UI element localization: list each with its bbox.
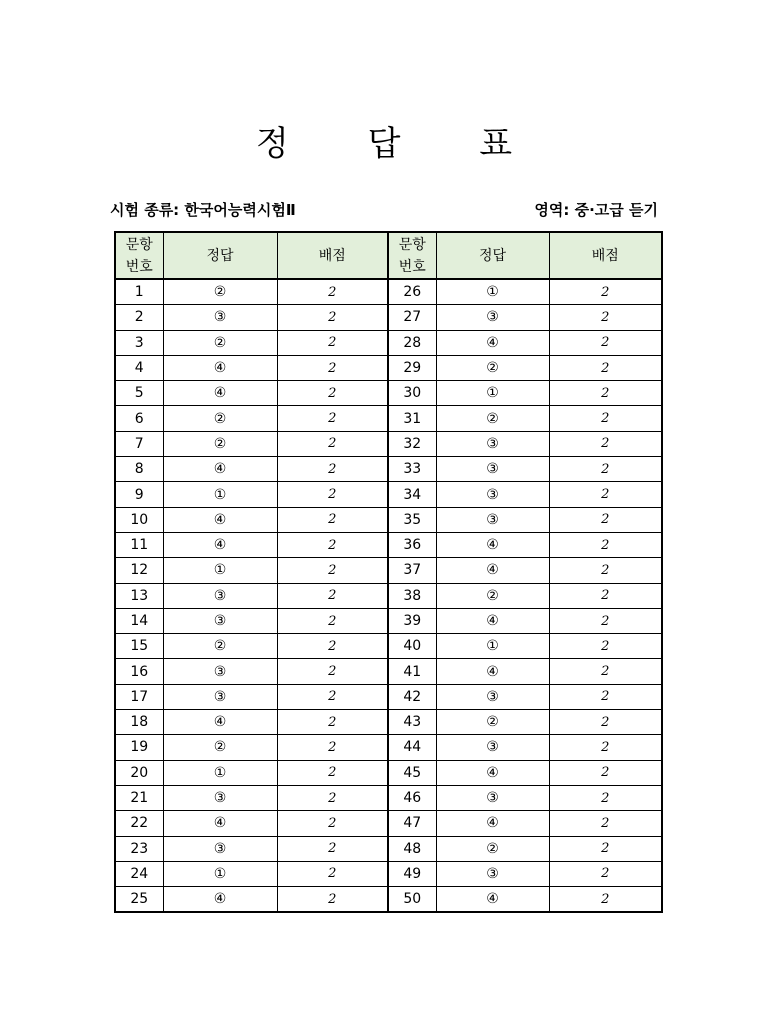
table-row (115, 887, 662, 913)
question-number: 25 (115, 887, 163, 913)
answer-cell: ④ (163, 887, 277, 913)
score-cell: 2 (549, 558, 662, 583)
question-number: 18 (115, 710, 163, 735)
question-number: 31 (388, 406, 436, 431)
answer-cell: ③ (436, 457, 549, 482)
score-cell: 2 (277, 684, 388, 709)
score-cell: 2 (549, 406, 662, 431)
table-row (115, 836, 662, 861)
question-number: 50 (388, 887, 436, 913)
question-number: 11 (115, 532, 163, 557)
score-cell: 2 (277, 330, 388, 355)
score-cell: 2 (277, 507, 388, 532)
page-title: 정 답 표 (255, 124, 547, 164)
answer-cell: ① (163, 482, 277, 507)
score-cell: 2 (549, 608, 662, 633)
answer-cell: ① (163, 760, 277, 785)
question-number: 46 (388, 785, 436, 810)
table-row (115, 634, 662, 659)
question-number: 41 (388, 659, 436, 684)
answer-cell: ③ (163, 836, 277, 861)
question-number: 47 (388, 811, 436, 836)
answer-cell: ③ (436, 785, 549, 810)
score-cell: 2 (277, 659, 388, 684)
answer-cell: ① (163, 861, 277, 886)
question-number: 21 (115, 785, 163, 810)
question-number: 16 (115, 659, 163, 684)
question-number: 5 (115, 381, 163, 406)
answer-cell: ④ (436, 532, 549, 557)
score-cell: 2 (549, 279, 662, 305)
score-cell: 2 (277, 457, 388, 482)
header-number (115, 232, 163, 279)
score-cell: 2 (549, 710, 662, 735)
score-cell: 2 (277, 482, 388, 507)
answer-cell: ③ (163, 583, 277, 608)
question-number: 27 (388, 305, 436, 330)
answer-cell: ② (436, 583, 549, 608)
answer-cell: ④ (436, 811, 549, 836)
question-number: 26 (388, 279, 436, 305)
score-cell: 2 (277, 558, 388, 583)
question-number: 9 (115, 482, 163, 507)
answer-cell: ③ (163, 305, 277, 330)
answer-table (114, 231, 663, 913)
question-number: 30 (388, 381, 436, 406)
score-cell: 2 (549, 355, 662, 380)
score-cell: 2 (549, 305, 662, 330)
question-number: 2 (115, 305, 163, 330)
answer-cell: ② (436, 836, 549, 861)
table-row (115, 583, 662, 608)
score-cell: 2 (277, 406, 388, 431)
question-number: 17 (115, 684, 163, 709)
table-row (115, 406, 662, 431)
question-number: 6 (115, 406, 163, 431)
answer-cell: ② (163, 330, 277, 355)
score-cell: 2 (549, 659, 662, 684)
answer-cell: ② (436, 406, 549, 431)
answer-cell: ③ (163, 785, 277, 810)
question-number: 7 (115, 431, 163, 456)
answer-cell: ④ (163, 381, 277, 406)
answer-cell: ③ (163, 684, 277, 709)
answer-cell: ④ (163, 710, 277, 735)
question-number: 35 (388, 507, 436, 532)
score-cell: 2 (549, 684, 662, 709)
answer-cell: ③ (436, 684, 549, 709)
table-header-row (115, 232, 662, 279)
header-number-line: 번호 (398, 258, 426, 275)
question-number: 14 (115, 608, 163, 633)
header-answer: 정답 (436, 232, 549, 279)
header-number-text (399, 237, 426, 275)
score-cell: 2 (549, 583, 662, 608)
answer-cell: ④ (436, 608, 549, 633)
table-row (115, 457, 662, 482)
table-row (115, 305, 662, 330)
answer-cell: ③ (436, 305, 549, 330)
score-cell: 2 (549, 482, 662, 507)
table-row (115, 760, 662, 785)
score-cell: 2 (277, 532, 388, 557)
answer-cell: ② (163, 735, 277, 760)
answer-cell: ③ (436, 735, 549, 760)
score-cell: 2 (277, 836, 388, 861)
score-cell: 2 (549, 836, 662, 861)
score-cell: 2 (277, 431, 388, 456)
answer-cell: ② (163, 431, 277, 456)
answer-cell: ① (436, 634, 549, 659)
question-number: 28 (388, 330, 436, 355)
table-row (115, 482, 662, 507)
answer-cell: ④ (436, 330, 549, 355)
table-row (115, 355, 662, 380)
answer-cell: ④ (163, 457, 277, 482)
answer-cell: ④ (436, 760, 549, 785)
answer-cell: ④ (436, 558, 549, 583)
question-number: 20 (115, 760, 163, 785)
table-row (115, 659, 662, 684)
table-row (115, 861, 662, 886)
score-cell: 2 (277, 760, 388, 785)
question-number: 19 (115, 735, 163, 760)
score-cell: 2 (277, 305, 388, 330)
question-number: 22 (115, 811, 163, 836)
question-number: 10 (115, 507, 163, 532)
question-number: 32 (388, 431, 436, 456)
answer-cell: ② (436, 355, 549, 380)
question-number: 23 (115, 836, 163, 861)
table-row (115, 710, 662, 735)
score-cell: 2 (277, 811, 388, 836)
table-row (115, 330, 662, 355)
table-row (115, 785, 662, 810)
exam-type-label: 시험 종류: 한국어능력시험Ⅱ (110, 201, 296, 219)
answer-cell: ④ (163, 507, 277, 532)
question-number: 36 (388, 532, 436, 557)
header-answer: 정답 (163, 232, 277, 279)
question-number: 13 (115, 583, 163, 608)
question-number: 24 (115, 861, 163, 886)
answer-cell: ③ (436, 507, 549, 532)
score-cell: 2 (277, 861, 388, 886)
question-number: 15 (115, 634, 163, 659)
question-number: 39 (388, 608, 436, 633)
answer-cell: ① (436, 279, 549, 305)
header-number-line: 문항 (398, 236, 426, 253)
answer-cell: ② (163, 634, 277, 659)
score-cell: 2 (277, 710, 388, 735)
table-row (115, 735, 662, 760)
table-row (115, 684, 662, 709)
answer-cell: ④ (163, 355, 277, 380)
question-number: 40 (388, 634, 436, 659)
answer-cell: ③ (436, 431, 549, 456)
answer-cell: ④ (436, 887, 549, 913)
table-row (115, 431, 662, 456)
header-number-line: 문항 (125, 236, 153, 253)
area-label: 영역: 중·고급 듣기 (534, 201, 658, 219)
table-row (115, 532, 662, 557)
question-number: 3 (115, 330, 163, 355)
score-cell: 2 (549, 431, 662, 456)
score-cell: 2 (277, 355, 388, 380)
question-number: 1 (115, 279, 163, 305)
answer-cell: ④ (436, 659, 549, 684)
score-cell: 2 (549, 457, 662, 482)
score-cell: 2 (549, 381, 662, 406)
answer-cell: ③ (163, 659, 277, 684)
answer-cell: ① (436, 381, 549, 406)
score-cell: 2 (549, 861, 662, 886)
question-number: 33 (388, 457, 436, 482)
answer-cell: ③ (163, 608, 277, 633)
score-cell: 2 (277, 279, 388, 305)
question-number: 49 (388, 861, 436, 886)
answer-cell: ② (163, 406, 277, 431)
score-cell: 2 (277, 608, 388, 633)
score-cell: 2 (277, 735, 388, 760)
score-cell: 2 (549, 507, 662, 532)
header-score: 배점 (277, 232, 388, 279)
question-number: 43 (388, 710, 436, 735)
table-row (115, 608, 662, 633)
question-number: 29 (388, 355, 436, 380)
question-number: 45 (388, 760, 436, 785)
table-row (115, 811, 662, 836)
score-cell: 2 (549, 330, 662, 355)
score-cell: 2 (277, 887, 388, 913)
score-cell: 2 (549, 887, 662, 913)
table-row (115, 279, 662, 305)
score-cell: 2 (277, 381, 388, 406)
score-cell: 2 (277, 583, 388, 608)
table-row (115, 558, 662, 583)
score-cell: 2 (549, 760, 662, 785)
question-number: 4 (115, 355, 163, 380)
question-number: 8 (115, 457, 163, 482)
score-cell: 2 (549, 532, 662, 557)
answer-cell: ③ (436, 482, 549, 507)
score-cell: 2 (549, 634, 662, 659)
header-number (388, 232, 436, 279)
question-number: 48 (388, 836, 436, 861)
question-number: 42 (388, 684, 436, 709)
question-number: 12 (115, 558, 163, 583)
question-number: 37 (388, 558, 436, 583)
answer-cell: ① (163, 558, 277, 583)
score-cell: 2 (549, 785, 662, 810)
answer-cell: ④ (163, 532, 277, 557)
header-score: 배점 (549, 232, 662, 279)
table-row (115, 507, 662, 532)
question-number: 44 (388, 735, 436, 760)
header-number-line: 번호 (125, 258, 153, 275)
answer-cell: ④ (163, 811, 277, 836)
answer-cell: ② (163, 279, 277, 305)
question-number: 38 (388, 583, 436, 608)
table-row (115, 381, 662, 406)
score-cell: 2 (549, 735, 662, 760)
question-number: 34 (388, 482, 436, 507)
score-cell: 2 (277, 634, 388, 659)
header-number-text (126, 237, 153, 275)
answer-cell: ② (436, 710, 549, 735)
score-cell: 2 (549, 811, 662, 836)
score-cell: 2 (277, 785, 388, 810)
answer-cell: ③ (436, 861, 549, 886)
